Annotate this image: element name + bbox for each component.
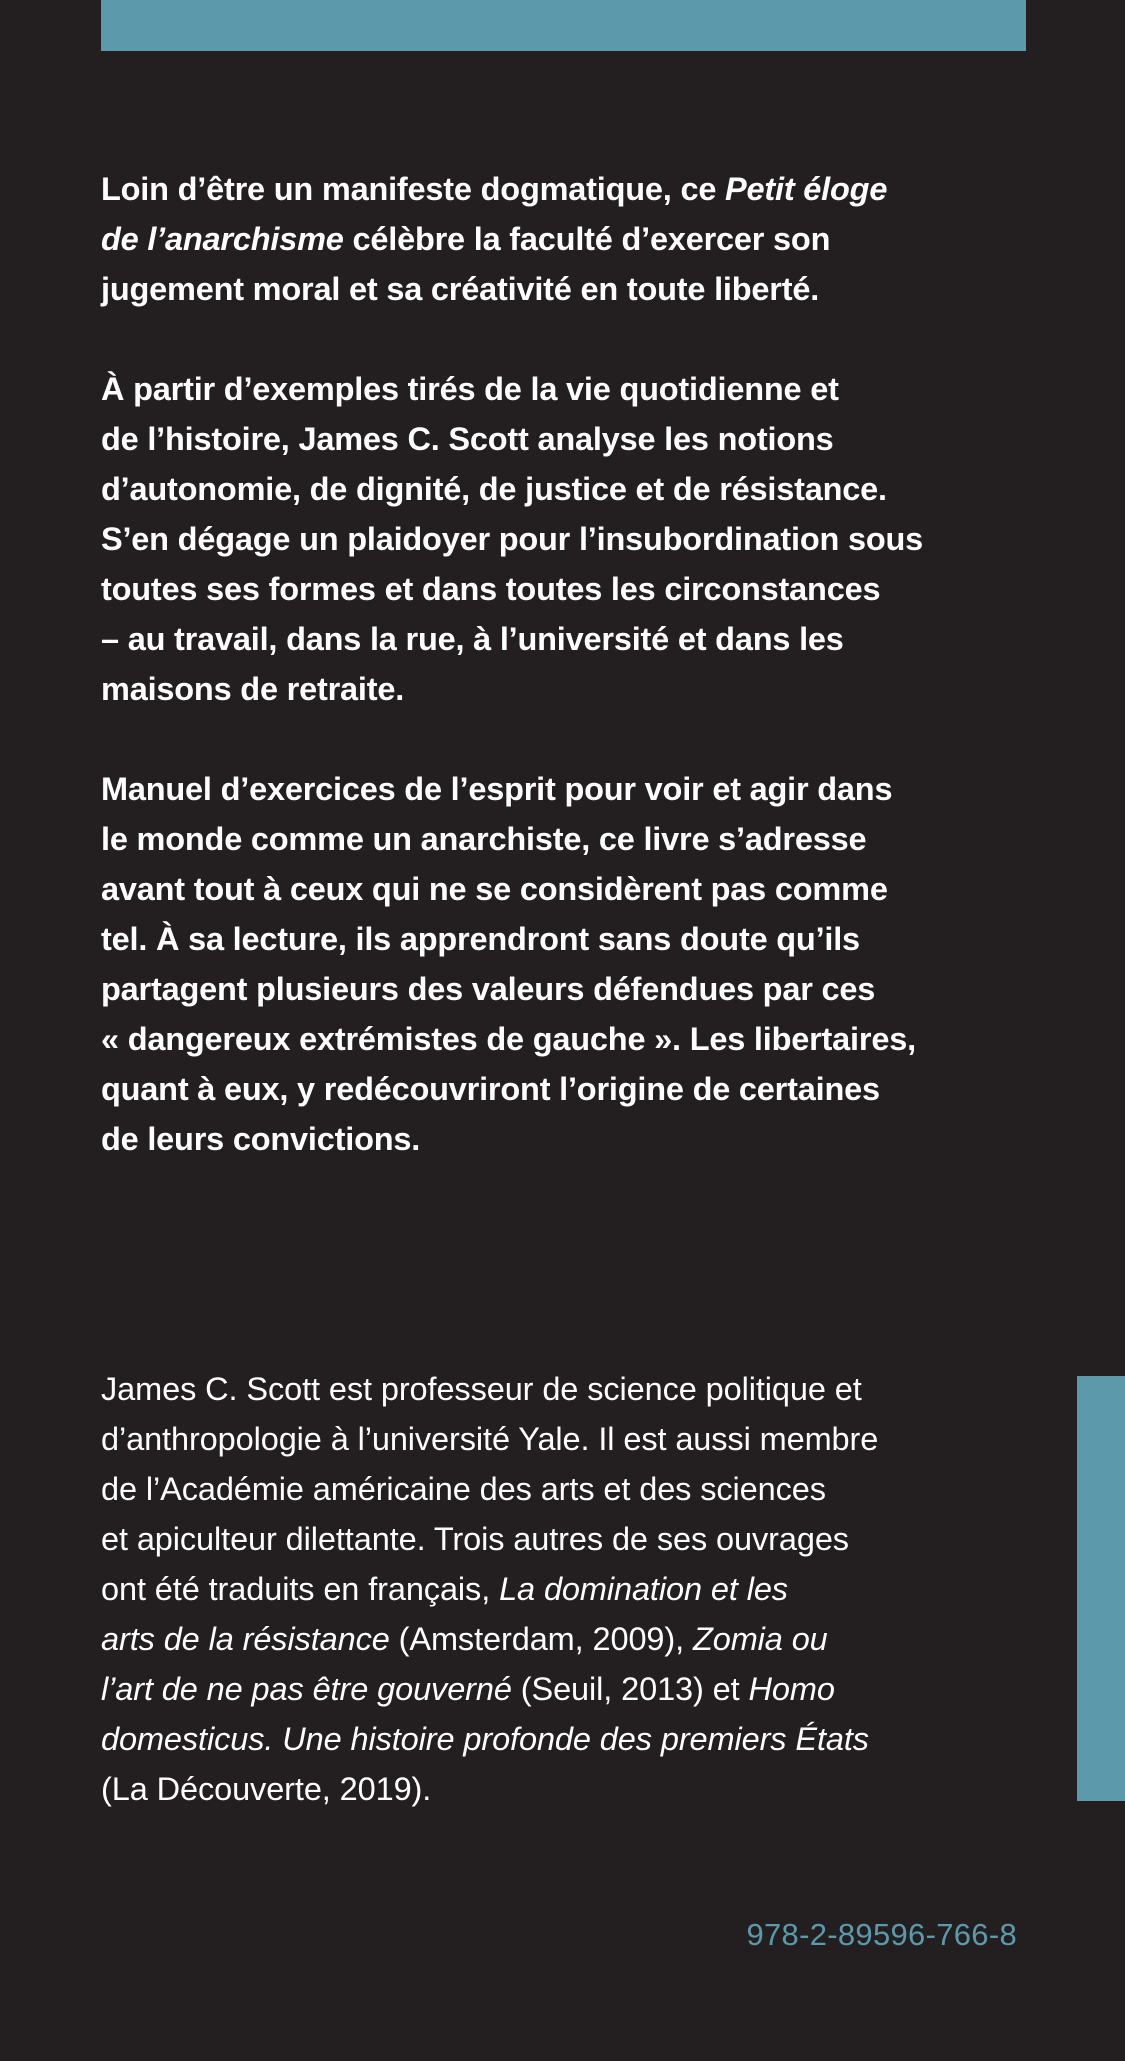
book-title: de l’anarchisme (101, 221, 344, 257)
blurb-paragraph-1: Loin d’être un manifeste dogmatique, ce Petit éloge de l’anarchisme célèbre la faculté d’exercer son jugement moral et sa créativité en toute liberté. (101, 171, 888, 307)
work-title: domesticus. Une histoire profonde des premiers États (101, 1721, 869, 1757)
work-title: Homo (748, 1671, 835, 1707)
author-bio (101, 1364, 1031, 1814)
work-title: La domination et les (499, 1571, 788, 1607)
book-blurb (101, 164, 1031, 1214)
work-title: arts de la résistance (101, 1621, 390, 1657)
blurb-paragraph-3: Manuel d’exercices de l’esprit pour voir et agir dans le monde comme un anarchiste, ce livre s’adresse avant tout à ceux qui ne se considèrent pas comme tel. À sa lecture, ils apprendront sans doute qu’ils partagent plusieurs des valeurs défendues par ces « dangereux extrémistes de gauche ». Les libertaires, quant à eux, y redécouvriront l’origine de certaines de leurs convictions. (101, 771, 916, 1157)
author-bio-paragraph: James C. Scott est professeur de science politique et d’anthropologie à l’université Yale. Il est aussi membre de l’Académie américaine des arts et des sciences et apiculteur dilettante. Trois autres de ses ouvrages ont été traduits en français, La domination et les arts de la résistance (Amsterdam, 2009), Zomia ou l’art de ne pas être gouverné (Seuil, 2013) et Homo domesticus. Une histoire profonde des premiers États (La Découverte, 2019). (101, 1371, 879, 1807)
blurb-paragraph-2: À partir d’exemples tirés de la vie quotidienne et de l’histoire, James C. Scott analyse les notions d’autonomie, de dignité, de justice et de résistance. S’en dégage un plaidoyer pour l’insubordination sous toutes ses formes et dans toutes les circonstances – au travail, dans la rue, à l’université et dans les maisons de retraite. (101, 371, 924, 707)
work-title: Zomia ou (692, 1621, 828, 1657)
side-accent-tab (1077, 1376, 1125, 1801)
book-title: Petit éloge (725, 171, 888, 207)
work-title: l’art de ne pas être gouverné (101, 1671, 512, 1707)
top-accent-band (101, 0, 1026, 51)
isbn-number: 978-2-89596-766-8 (746, 1917, 1017, 1952)
